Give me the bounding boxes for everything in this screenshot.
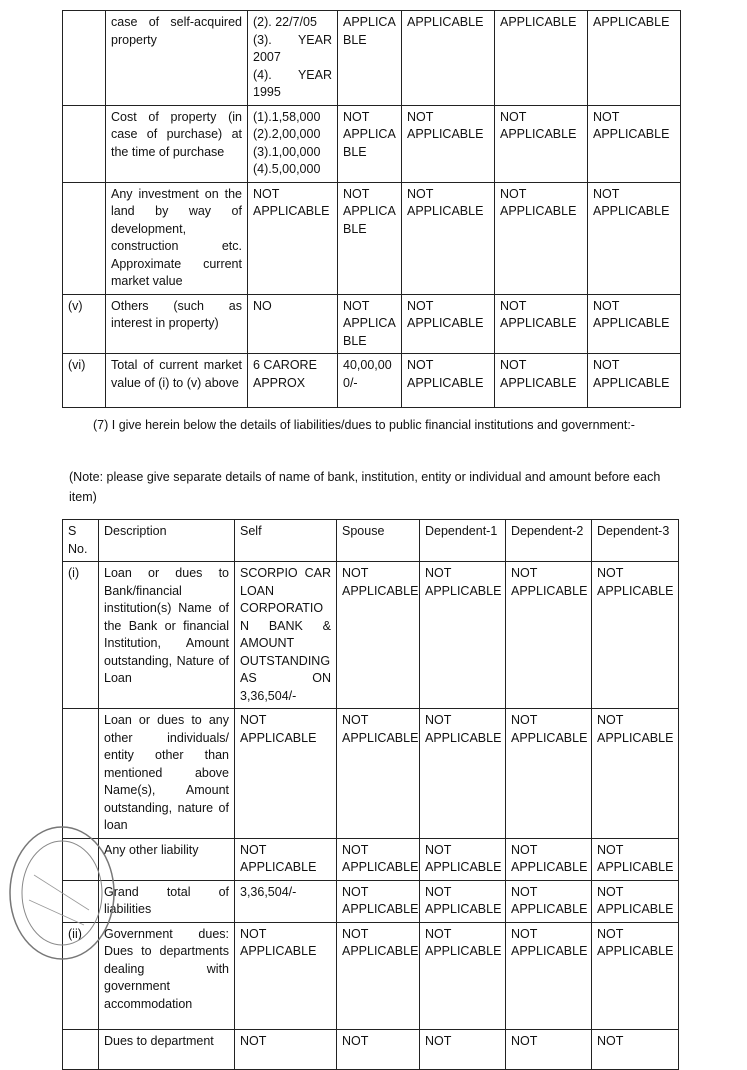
table-row xyxy=(63,562,679,709)
header-dependent-1: Dependent-1 xyxy=(420,520,506,562)
header-dependent-3: Dependent-3 xyxy=(592,520,679,562)
dependent3-cell: NOT APPLICABLE xyxy=(588,182,681,294)
spouse-cell: APPLICA BLE xyxy=(338,11,402,106)
dependent1-cell: NOT APPLICABLE xyxy=(402,182,495,294)
dependent3-cell: NOT APPLICABLE xyxy=(592,922,679,1029)
description-cell: Grand total of liabilities xyxy=(99,880,235,922)
table-row xyxy=(63,105,681,182)
dependent1-cell: APPLICABLE xyxy=(402,11,495,106)
header-description: Description xyxy=(99,520,235,562)
description-cell: Dues to department xyxy=(99,1029,235,1069)
dependent2-cell: NOT APPLICABLE xyxy=(506,838,592,880)
self-cell: NOT APPLICABLE xyxy=(235,709,337,839)
description-cell: Any investment on the land by way of development, construction etc. Approximate current market value xyxy=(106,182,248,294)
dependent2-cell: NOT APPLICABLE xyxy=(495,354,588,408)
table-row xyxy=(63,1029,679,1069)
self-cell: NOT APPLICABLE xyxy=(235,922,337,1029)
description-cell: Others (such as interest in property) xyxy=(106,294,248,354)
sno-cell xyxy=(63,105,106,182)
self-cell: NOT xyxy=(235,1029,337,1069)
dependent2-cell: APPLICABLE xyxy=(495,11,588,106)
dependent2-cell: NOT APPLICABLE xyxy=(506,562,592,709)
dependent1-cell: NOT APPLICABLE xyxy=(420,880,506,922)
dependent2-cell: NOT APPLICABLE xyxy=(495,294,588,354)
self-cell: 6 CARORE APPROX xyxy=(248,354,338,408)
header-spouse: Spouse xyxy=(337,520,420,562)
dependent3-cell: NOT APPLICABLE xyxy=(588,354,681,408)
header-dependent-2: Dependent-2 xyxy=(506,520,592,562)
sno-cell xyxy=(63,182,106,294)
dependent3-cell: NOT APPLICABLE xyxy=(592,709,679,839)
sno-cell xyxy=(63,1029,99,1069)
dependent2-cell: NOT xyxy=(506,1029,592,1069)
table-row xyxy=(63,11,681,106)
self-cell: (2). 22/7/05 (3). YEAR 2007 (4). YEAR 1995 xyxy=(248,11,338,106)
dependent3-cell: NOT APPLICABLE xyxy=(588,105,681,182)
liabilities-table xyxy=(62,519,679,1070)
spouse-cell: NOT APPLICA BLE xyxy=(338,182,402,294)
table-row xyxy=(63,294,681,354)
self-cell: SCORPIO CAR LOAN CORPORATIO N BANK & AMOUNT OUTSTANDING AS ON 3,36,504/- xyxy=(235,562,337,709)
dependent2-cell: NOT APPLICABLE xyxy=(506,922,592,1029)
spouse-cell: NOT APPLICA BLE xyxy=(338,105,402,182)
dependent3-cell: NOT APPLICABLE xyxy=(592,880,679,922)
self-cell: 3,36,504/- xyxy=(235,880,337,922)
sno-cell xyxy=(63,11,106,106)
description-cell: Loan or dues to any other individuals/ entity other than mentioned above Name(s), Amount outstanding, nature of loan xyxy=(99,709,235,839)
dependent1-cell: NOT xyxy=(420,1029,506,1069)
spouse-cell: NOT APPLICABLE xyxy=(337,880,420,922)
description-cell: Total of current market value of (i) to (v) above xyxy=(106,354,248,408)
spouse-cell: NOT APPLICABLE xyxy=(337,709,420,839)
sno-cell: (i) xyxy=(63,562,99,709)
table-row xyxy=(63,709,679,839)
dependent1-cell: NOT APPLICABLE xyxy=(420,562,506,709)
sno-cell: (ii) xyxy=(63,922,99,1029)
table-row xyxy=(63,354,681,408)
dependent3-cell: NOT APPLICABLE xyxy=(588,294,681,354)
dependent1-cell: NOT APPLICABLE xyxy=(420,922,506,1029)
spouse-cell: NOT APPLICABLE xyxy=(337,922,420,1029)
assets-table xyxy=(62,10,681,408)
dependent1-cell: NOT APPLICABLE xyxy=(420,838,506,880)
dependent2-cell: NOT APPLICABLE xyxy=(506,880,592,922)
spouse-cell: 40,00,00 0/- xyxy=(338,354,402,408)
table-row xyxy=(63,838,679,880)
seal-stamp xyxy=(4,815,124,965)
dependent2-cell: NOT APPLICABLE xyxy=(495,182,588,294)
dependent1-cell: NOT APPLICABLE xyxy=(402,105,495,182)
section-7-note: (Note: please give separate details of name of bank, institution, entity or individual and amount before each item) xyxy=(69,470,661,504)
description-cell: case of self-acquired property xyxy=(106,11,248,106)
description-cell: Loan or dues to Bank/financial institution(s) Name of the Bank or financial Institution, Amount outstanding, Nature of Loan xyxy=(99,562,235,709)
spouse-cell: NOT APPLICABLE xyxy=(337,838,420,880)
dependent3-cell: APPLICABLE xyxy=(588,11,681,106)
dependent3-cell: NOT APPLICABLE xyxy=(592,838,679,880)
spouse-cell: NOT APPLICABLE xyxy=(337,562,420,709)
header-row xyxy=(63,520,679,562)
dependent3-cell: NOT APPLICABLE xyxy=(592,562,679,709)
table-row xyxy=(63,182,681,294)
dependent3-cell: NOT xyxy=(592,1029,679,1069)
table-row xyxy=(63,922,679,1029)
sno-cell: (v) xyxy=(63,294,106,354)
self-cell: NOT APPLICABLE xyxy=(235,838,337,880)
self-cell: (1).1,58,000 (2).2,00,000 (3).1,00,000 (4).5,00,000 xyxy=(248,105,338,182)
spouse-cell: NOT xyxy=(337,1029,420,1069)
dependent1-cell: NOT APPLICABLE xyxy=(402,294,495,354)
description-cell: Cost of property (in case of purchase) at the time of purchase xyxy=(106,105,248,182)
self-cell: NOT APPLICABLE xyxy=(248,182,338,294)
header-sno: S No. xyxy=(63,520,99,562)
dependent2-cell: NOT APPLICABLE xyxy=(506,709,592,839)
dependent1-cell: NOT APPLICABLE xyxy=(420,709,506,839)
spouse-cell: NOT APPLICA BLE xyxy=(338,294,402,354)
table-row xyxy=(63,880,679,922)
description-cell: Any other liability xyxy=(99,838,235,880)
sno-cell: (vi) xyxy=(63,354,106,408)
header-self: Self xyxy=(235,520,337,562)
dependent1-cell: NOT APPLICABLE xyxy=(402,354,495,408)
section-7-heading: (7) I give herein below the details of liabilities/dues to public financial institutions and government:- xyxy=(93,418,635,432)
description-cell: Government dues: Dues to departments dealing with government accommodation xyxy=(99,922,235,1029)
self-cell: NO xyxy=(248,294,338,354)
dependent2-cell: NOT APPLICABLE xyxy=(495,105,588,182)
